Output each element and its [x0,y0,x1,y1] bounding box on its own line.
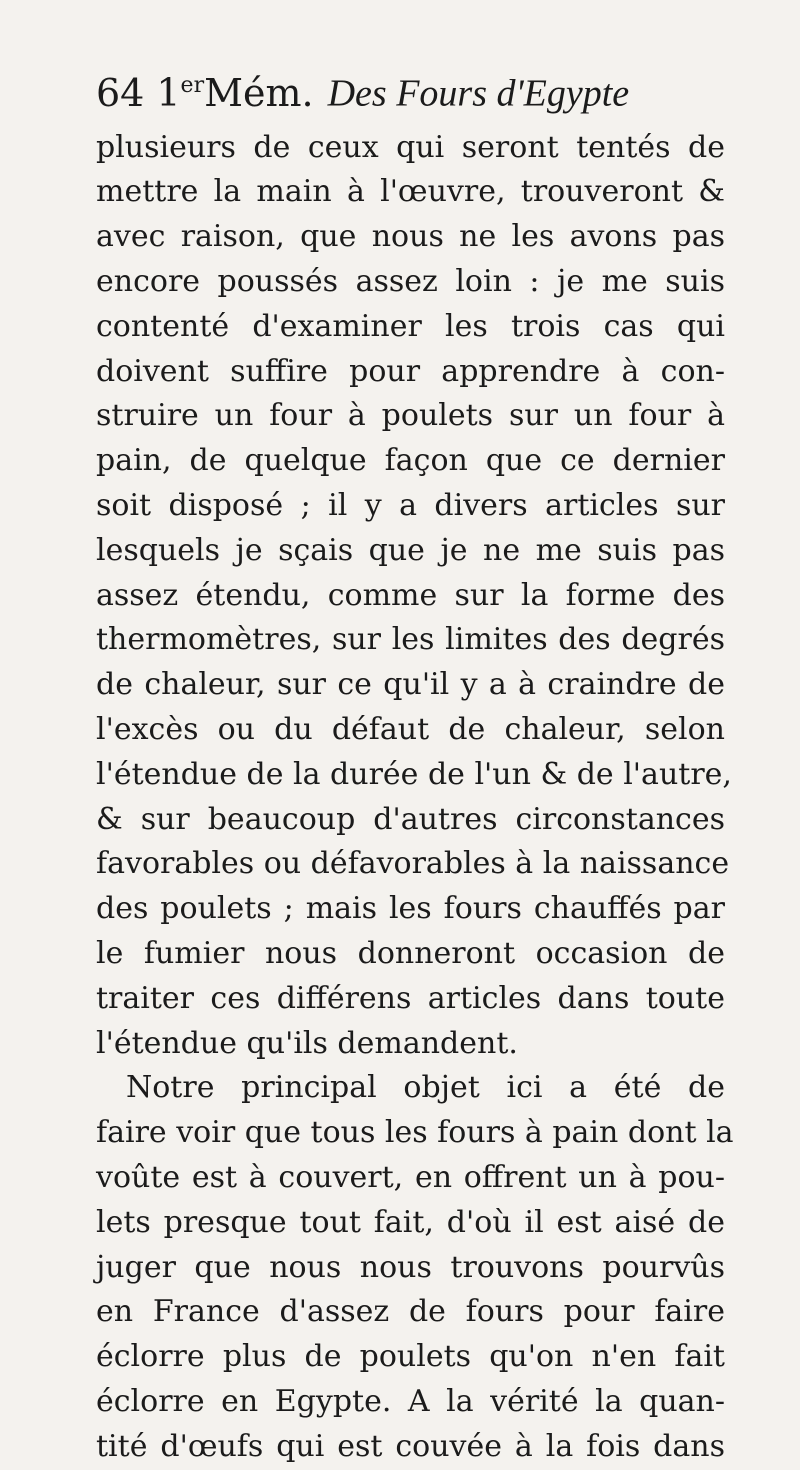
text-line: Notre principal objet ici a été de [126,1070,725,1106]
text-line: lesquels je sçais que je ne me suis pas [96,532,725,568]
text-line: le fumier nous donneront occasion de [96,936,725,971]
text-line: pain, de quelque façon que ce dernier [96,443,725,479]
text-line: l'excès ou du défaut de chaleur, selon [96,712,725,748]
text-line: l'étendue de la durée de l'un & de l'autre, [96,756,732,792]
text-line: tité d'œufs qui est couvée à la fois dans [96,1428,725,1464]
text-line: lets presque tout fait, d'où il est aisé de [96,1204,725,1240]
memoir-label: Mém. [204,70,314,115]
body-text [96,126,734,1470]
text-line: mettre la main à l'œuvre, trouveront & [96,174,725,210]
text-line: faire voir que tous les fours à pain dont la [96,1115,734,1151]
page-number: 64 [96,70,145,115]
text-line: voûte est à couvert, en offrent un à pou- [96,1159,725,1195]
text-line: éclorre en Egypte. A la vérité la quan- [96,1383,725,1419]
text-line: traiter ces différens articles dans toute [96,980,725,1016]
text-line: & sur beaucoup d'autres circonstances [96,801,725,837]
text-line: encore poussés assez loin : je me suis [96,264,725,300]
text-line: juger que nous nous trouvons pourvûs [96,1249,725,1285]
text-line: en France d'assez de fours pour faire [96,1294,725,1330]
text-line: assez étendu, comme sur la forme des [96,577,725,613]
text-line: thermomètres, sur les limites des degrés [96,622,725,658]
text-line: favorables ou défavorables à la naissance [96,846,730,882]
text-line: doivent suffire pour apprendre à con- [96,353,725,389]
text-line: soit disposé ; il y a divers articles sur [96,488,725,524]
text-line: avec raison, que nous ne les avons pas [96,219,725,255]
running-title: Des Fours d'Egypte [327,72,630,115]
text-line: éclorre plus de poulets qu'on n'en fait [96,1339,725,1375]
text-line: de chaleur, sur ce qu'il y a à craindre de [96,667,725,703]
text-line: contenté d'examiner les trois cas qui [96,308,725,344]
text-line: l'étendue qu'ils demandent. [96,1025,518,1061]
memoir-number: 1 [156,70,181,115]
running-head [96,60,725,120]
text-line: plusieurs de ceux qui seront tentés de [96,129,725,165]
text-line: struire un four à poulets sur un four à [96,398,725,434]
text-line: des poulets ; mais les fours chauffés par [96,891,725,927]
memoir-ordinal: er [180,73,205,98]
